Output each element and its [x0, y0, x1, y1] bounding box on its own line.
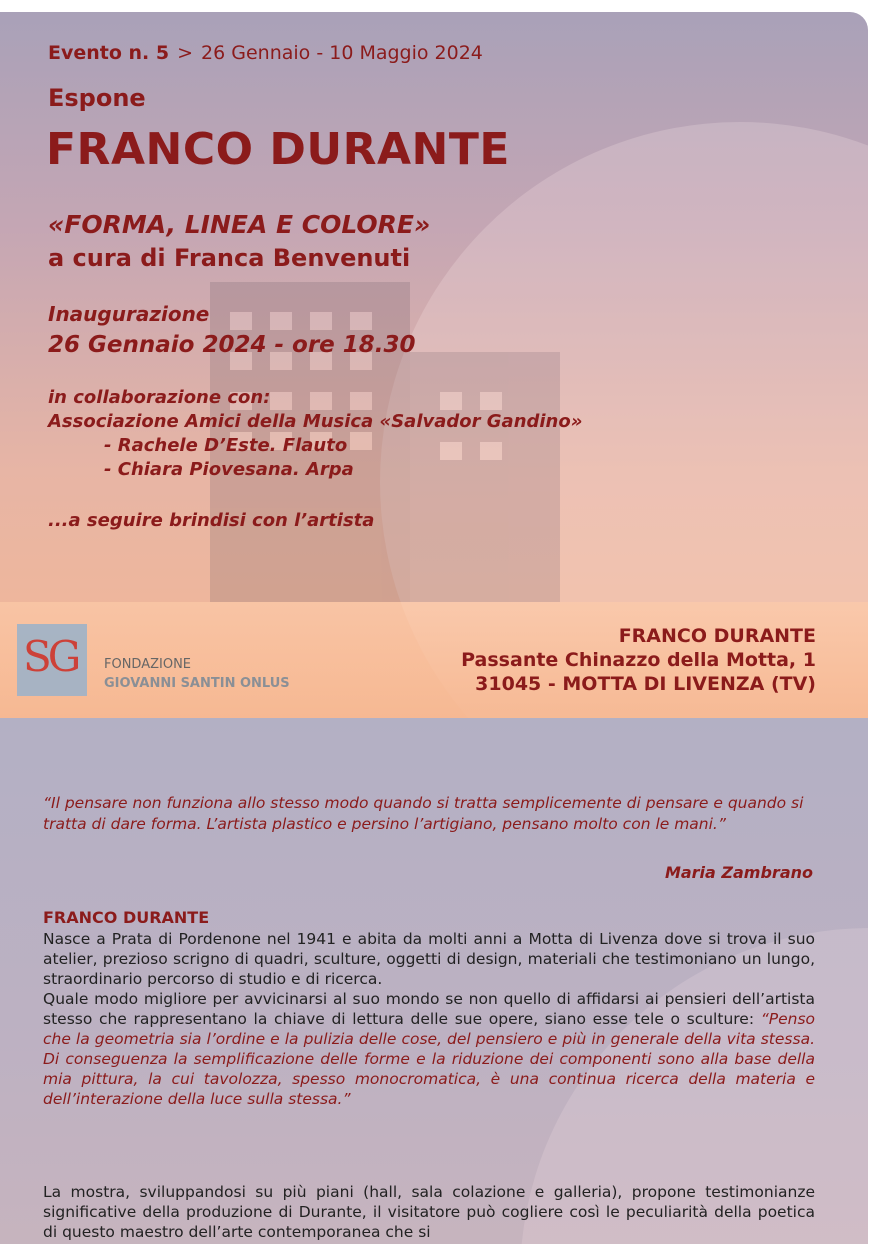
collab-label: in collaborazione con:: [48, 387, 271, 408]
article-panel: [0, 718, 868, 1244]
bio-text: [43, 929, 815, 1109]
bio-paragraph-2: Quale modo migliore per avvicinarsi al suo mondo se non quello di affidarsi ai pensieri dell’artista stesso che rappresentano la chiave di lettura delle sue opere, siano esse tele o sculture:: [43, 990, 815, 1028]
event-dates: 26 Gennaio - 10 Maggio 2024: [201, 42, 483, 64]
venue-name: FRANCO DURANTE: [618, 625, 816, 647]
foundation-line2: GIOVANNI SANTIN ONLUS: [104, 676, 290, 691]
exhibit-title: «FORMA, LINEA E COLORE»: [48, 210, 431, 239]
inauguration-date: 26 Gennaio 2024 - ore 18.30: [48, 332, 416, 358]
collaboration-block: [48, 386, 582, 482]
logo-mark: SG: [23, 632, 78, 681]
bio-paragraph-1: Nasce a Prata di Pordenone nel 1941 e abita da molti anni a Motta di Livenza dove si trova il suo atelier, prezioso scrigno di quadri, sculture, oggetti di design, materiali che testimoniano un lungo, straordinario percorso di studio e di ricerca.: [43, 930, 815, 988]
venue-city: 31045 - MOTTA DI LIVENZA (TV): [475, 673, 816, 695]
brindisi-note: ...a seguire brindisi con l’artista: [48, 510, 375, 531]
event-number: Evento n. 5: [48, 42, 170, 64]
chevron-right-icon: >: [177, 42, 194, 64]
foundation-name: [104, 655, 290, 693]
quote-author: Maria Zambrano: [664, 863, 813, 882]
collab-organization: Associazione Amici della Musica «Salvador Gandino»: [48, 411, 583, 432]
bio-heading: FRANCO DURANTE: [43, 908, 210, 927]
artist-name: FRANCO DURANTE: [46, 124, 510, 175]
curator: a cura di Franca Benvenuti: [48, 244, 411, 272]
venue-street: Passante Chinazzo della Motta, 1: [461, 649, 816, 671]
espone-label: Espone: [48, 84, 146, 112]
venue-address: [461, 624, 816, 696]
musician-flute: - Rachele D’Este. Flauto: [104, 435, 348, 456]
foundation-line1: FONDAZIONE: [104, 657, 192, 672]
event-flyer: [0, 12, 868, 718]
event-line: [48, 42, 483, 64]
epigraph-quote: “Il pensare non funziona allo stesso modo quando si tratta semplicemente di pensare e quando si tratta di dare forma. L’artista plastico e persino l’artigiano, pensano molto con le mani.”: [43, 794, 804, 833]
inauguration-label: Inaugurazione: [48, 302, 210, 326]
exhibition-paragraph: La mostra, sviluppandosi su più piani (hall, sala colazione e galleria), propone testimonianze significative della produzione di Durante, il visitatore può cogliere così le peculiarità della poetica di questo maestro dell’arte contemporanea che si: [43, 1183, 815, 1241]
musician-harp: - Chiara Piovesana. Arpa: [104, 459, 354, 480]
artist-quote: “Penso che la geometria sia l’ordine e la pulizia delle cose, del pensiero e più in generale della vita stessa. Di conseguenza la semplificazione delle forme e la riduzione dei componenti sono alla base della mia pittura, la cui tavolozza, spesso monocromatica, è una continua ricerca della materia e dell’interazione della luce sulla stessa.”: [43, 1010, 815, 1108]
foundation-logo-icon: [17, 624, 87, 696]
